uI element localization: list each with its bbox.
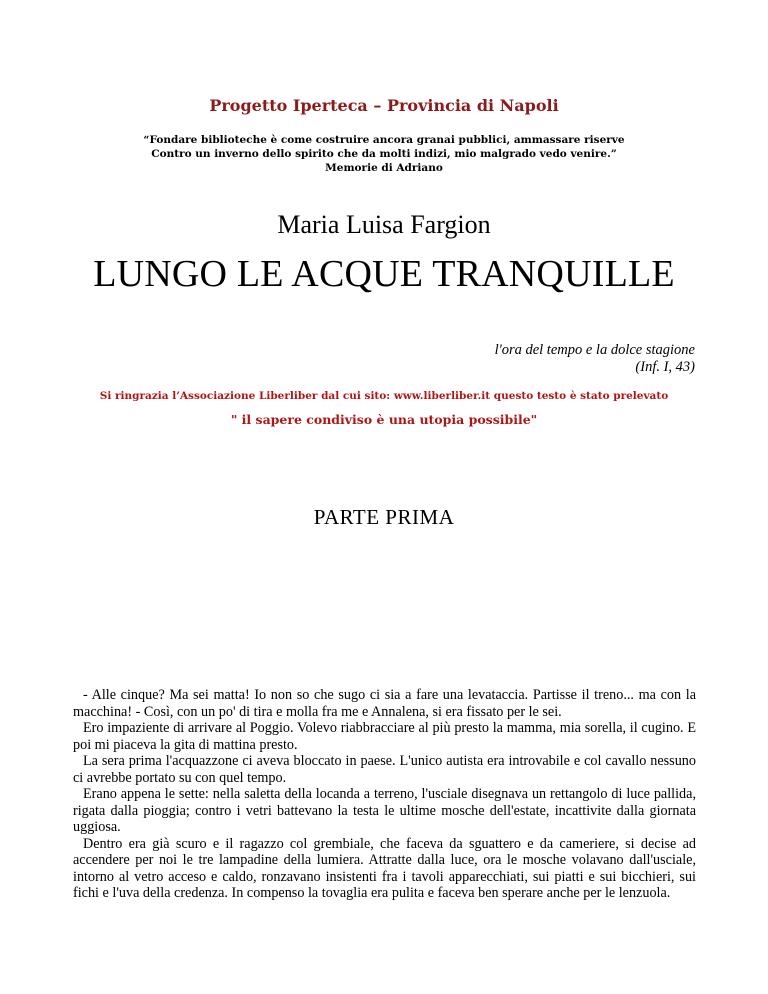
paragraph: La sera prima l'acquazzone ci aveva bloccato in paese. L'unico autista era introvabile e col cavallo nessuno ci avrebbe portato su con quel tempo. [73,753,696,786]
author-name: Maria Luisa Fargion [277,210,491,239]
acknowledgement: Si ringrazia l’Associazione Liberliber dal cui sito: www.liberliber.it questo testo è stato prelevato [99,390,669,402]
motto: " il sapere condiviso è una utopia possibile" [230,412,538,427]
epigraph-citation: (Inf. I, 43) [635,359,695,375]
project-title: Progetto Iperteca – Provincia di Napoli [209,96,559,115]
body-text [73,687,696,902]
paragraph: Erano appena le sette: nella saletta della locanda a terreno, l'usciale disegnava un rettangolo di luce pallida, rigata dalla pioggia; contro i vetri battevano la testa le ultime mosche dell'estate, incattivite dalla giornata uggiosa. [73,786,696,835]
quote-source: Memorie di Adriano [325,162,443,174]
paragraph: - Alle cinque? Ma sei matta! Io non so che sugo ci sia a fare una levataccia. Partisse il treno... ma con la macchina! - Così, con un po' di tira e molla fra me e Annalena, si era fissato per le sei. [73,687,696,720]
library-quote [0,133,768,175]
quote-line: Contro un inverno dello spirito che da molti indizi, mio malgrado vedo venire.” [151,148,617,160]
part-heading: PARTE PRIMA [313,505,455,529]
book-title: LUNGO LE ACQUE TRANQUILLE [93,253,675,295]
epigraph [495,342,695,376]
epigraph-line: l'ora del tempo e la dolce stagione [494,342,695,358]
paragraph: Ero impaziente di arrivare al Poggio. Volevo riabbracciare al più presto la mamma, mia sorella, il cugino. E poi mi piaceva la gita di mattina presto. [73,720,696,753]
quote-line: “Fondare biblioteche è come costruire ancora granai pubblici, ammassare riserve [143,134,625,146]
paragraph: Dentro era già scuro e il ragazzo col grembiale, che faceva da sguattero e da cameriere, si decise ad accendere per noi le tre lampadine della lumiera. Attratte dalla luce, ora le mosche volavano dall'usciale, intorno al vetro acceso e caldo, ronzavano insistenti fra i tavoli apparecchiati, sui piatti e sui bicchieri, sui fichi e l'uva della credenza. In compenso la tovaglia era pulita e faceva ben sperare anche per le lenzuola. [73,835,696,901]
